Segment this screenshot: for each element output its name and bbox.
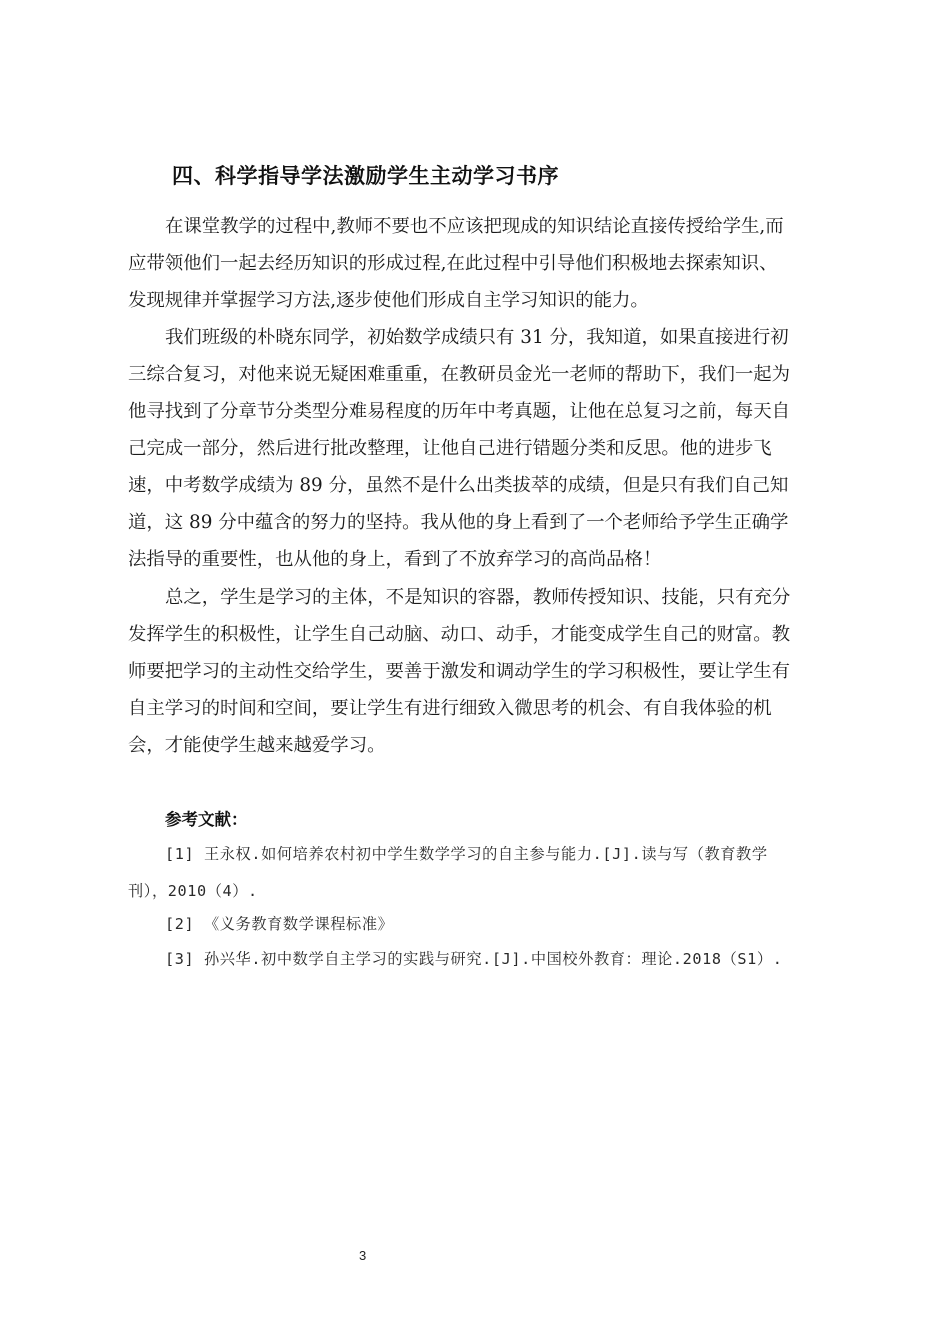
paragraph-2-line-7: 法指导的重要性，也从他的身上，看到了不放弃学习的高尚品格！ — [128, 549, 662, 570]
paragraph-1-line-3: 发现规律并掌握学习方法,逐步使他们形成自主学习知识的能力。 — [128, 290, 649, 311]
paragraph-2-line-1: 我们班级的朴晓东同学，初始数学成绩只有 31 分，我知道，如果直接进行初 — [165, 327, 789, 348]
reference-item-1-line-1: [1] 王永权.如何培养农村初中学生数学学习的自主参与能力.[J].读与写（教育教学 — [165, 845, 768, 863]
paragraph-2-line-3: 他寻找到了分章节分类型分难易程度的历年中考真题，让他在总复习之前，每天自 — [128, 401, 791, 422]
paragraph-2-line-5: 速，中考数学成绩为 89 分，虽然不是什么出类拔萃的成绩，但是只有我们自己知 — [128, 475, 789, 496]
paragraph-2-line-2: 三综合复习，对他来说无疑困难重重，在教研员金光一老师的帮助下，我们一起为 — [128, 364, 791, 385]
paragraph-3-line-1: 总之，学生是学习的主体，不是知识的容器，教师传授知识、技能，只有充分 — [165, 587, 791, 608]
section-heading: 四、科学指导学法激励学生主动学习书序 — [172, 164, 559, 188]
reference-item-1-line-2: 刊），2010（4）. — [128, 882, 258, 900]
paragraph-2-line-4: 己完成一部分，然后进行批改整理，让他自己进行错题分类和反思。他的进步飞 — [128, 438, 772, 459]
paragraph-3-line-5: 会，才能使学生越来越爱学习。 — [128, 735, 386, 756]
paragraph-3-line-3: 师要把学习的主动性交给学生，要善于激发和调动学生的学习积极性，要让学生有 — [128, 661, 791, 682]
page-number: 3 — [359, 1248, 367, 1263]
paragraph-2-line-6: 道，这 89 分中蕴含的努力的坚持。我从他的身上看到了一个老师给予学生正确学 — [128, 512, 789, 533]
reference-item-3: [3] 孙兴华.初中数学自主学习的实践与研究.[J].中国校外教育：理论.2018（S1）. — [165, 950, 783, 968]
paragraph-3-line-2: 发挥学生的积极性，让学生自己动脑、动口、动手，才能变成学生自己的财富。教 — [128, 624, 791, 645]
paragraph-1-line-2: 应带领他们一起去经历知识的形成过程,在此过程中引导他们积极地去探索知识、 — [128, 253, 778, 274]
paragraph-3-line-4: 自主学习的时间和空间，要让学生有进行细致入微思考的机会、有自我体验的机 — [128, 698, 772, 719]
reference-item-2: [2] 《义务教育数学课程标准》 — [165, 915, 394, 933]
references-title: 参考文献： — [165, 810, 248, 829]
paragraph-1-line-1: 在课堂教学的过程中,教师不要也不应该把现成的知识结论直接传授给学生,而 — [165, 216, 784, 237]
